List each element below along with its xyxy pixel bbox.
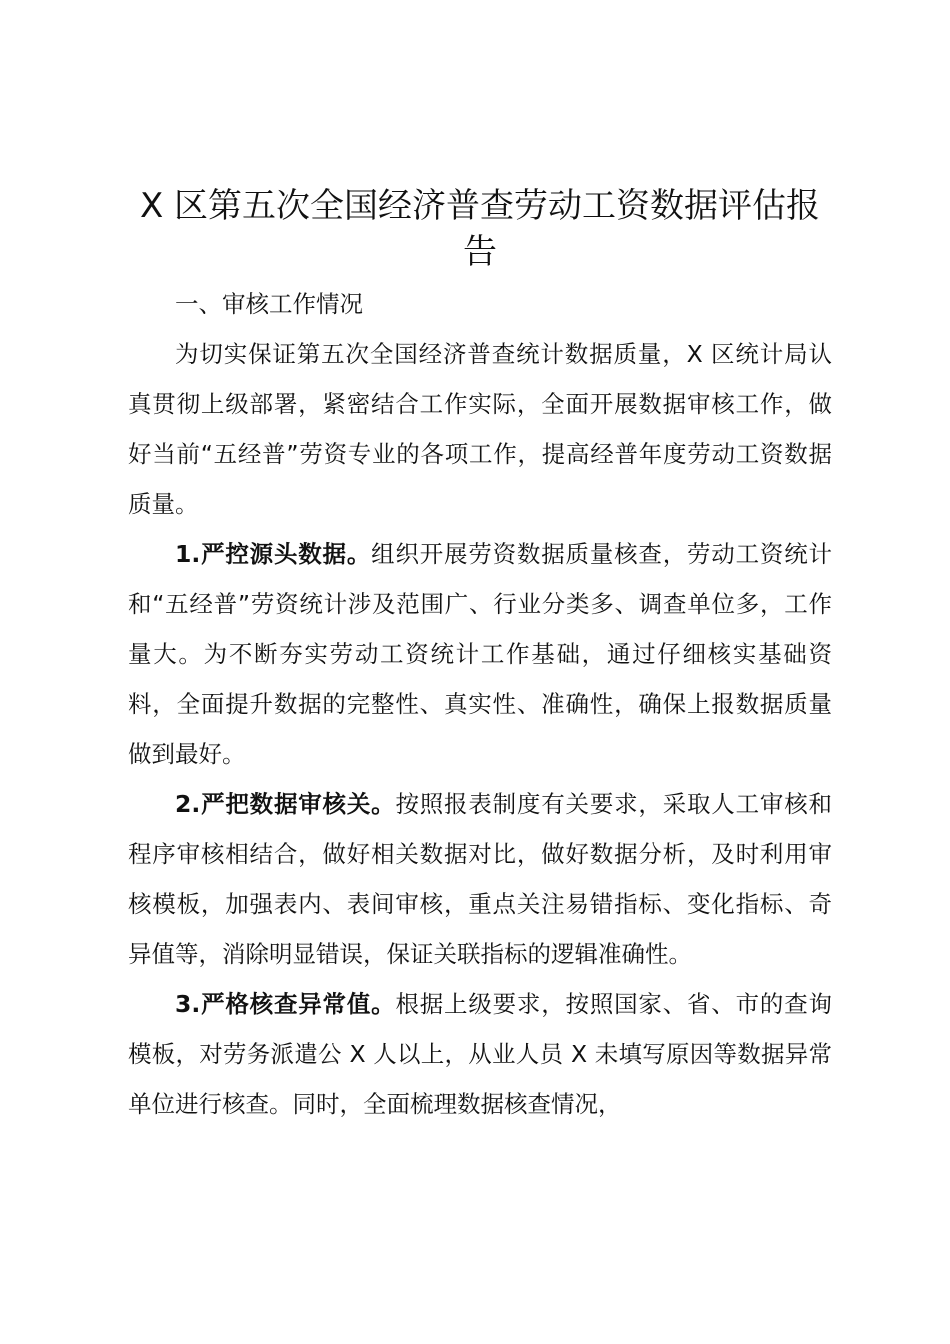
item-paragraph-3 [128,979,832,1129]
item-lead-2: 2.严把数据审核关。 [175,790,396,818]
document-title: X 区第五次全国经济普查劳动工资数据评估报告 [139,186,821,272]
section-heading: 一、审核工作情况 [175,290,363,318]
item-lead-1: 1.严控源头数据。 [175,540,372,568]
item-lead-3: 3.严格核查异常值。 [175,990,396,1018]
document-body [128,183,832,1129]
item-text-2: 按照报表制度有关要求，采取人工审核和程序审核相结合，做好相关数据对比，做好数据分析，及时利用审核模板，加强表内、表间审核，重点关注易错指标、变化指标、奇异值等，消除明显错误，保证关联指标的逻辑准确性。 [128,790,832,968]
item-paragraph-2 [128,779,832,979]
intro-paragraph: 为切实保证第五次全国经济普查统计数据质量，X 区统计局认真贯彻上级部署，紧密结合工作实际，全面开展数据审核工作，做好当前“五经普”劳资专业的各项工作，提高经普年度劳动工资数据质量。 [128,340,832,518]
item-text-1: 组织开展劳资数据质量核查，劳动工资统计和“五经普”劳资统计涉及范围广、行业分类多、调查单位多，工作量大。为不断夯实劳动工资统计工作基础，通过仔细核实基础资料，全面提升数据的完整性、真实性、准确性，确保上报数据质量做到最好。 [128,540,832,768]
item-paragraph-1 [128,529,832,779]
item-text-3: 根据上级要求，按照国家、省、市的查询模板，对劳务派遣公 X 人以上，从业人员 X 未填写原因等数据异常单位进行核查。同时，全面梳理数据核查情况， [128,990,832,1118]
